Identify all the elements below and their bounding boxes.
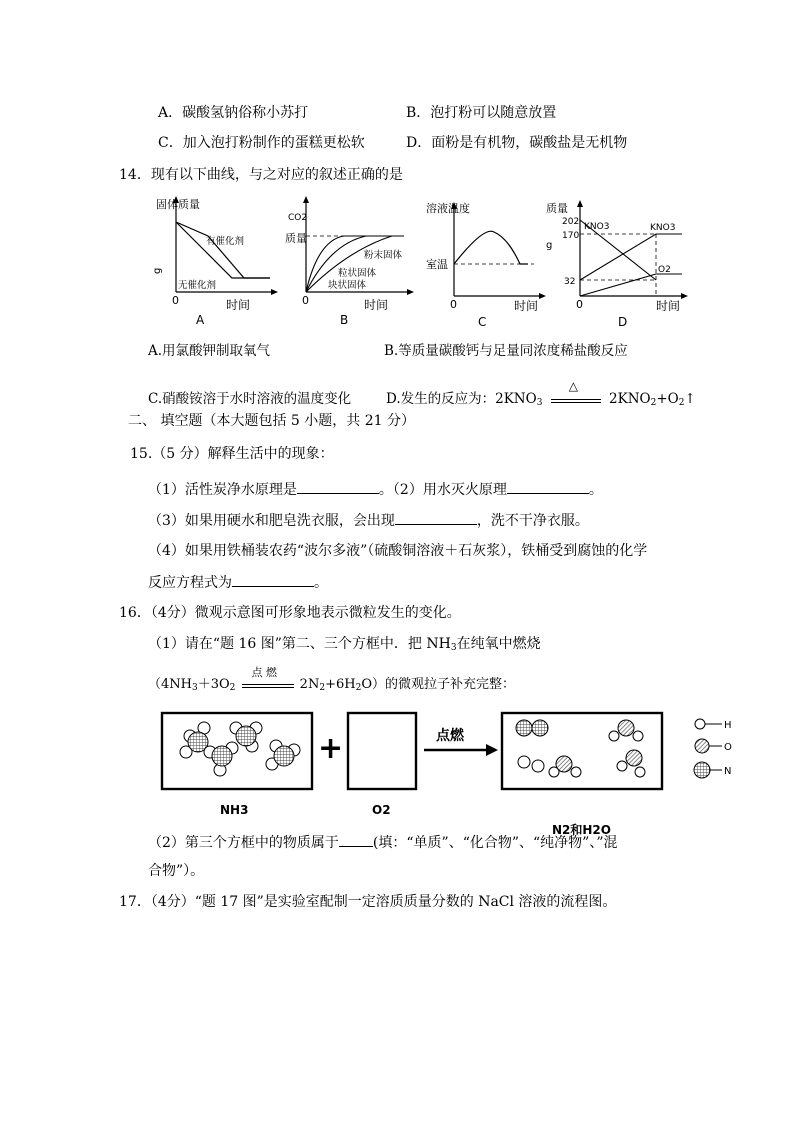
box-o2 <box>348 713 416 789</box>
label-granular: 粒状固体 <box>338 268 377 279</box>
answer-blank <box>507 479 589 494</box>
origin: 0 <box>576 298 583 311</box>
section-title: 二、 填空题（本大题包括 5 小题，共 21 分） <box>128 413 415 429</box>
label-kno3-b: KNO3 <box>650 223 676 233</box>
answer-blank <box>297 479 379 494</box>
plus-sign: + <box>318 731 344 766</box>
label-nh3: NH3 <box>220 803 249 817</box>
xlabel: 时间 <box>656 299 681 313</box>
q14-option-a: A.用氯酸钾制取氧气 <box>148 343 271 359</box>
q16-equation: （$4NH_3+3O_2$ 点 燃 $2N_2+6H_2O$）的微观拉子补充完整： <box>148 666 515 693</box>
q14-stem: 14．现有以下曲线，与之对应的叙述正确的是 <box>119 167 403 183</box>
tick-170: 170 <box>562 231 580 241</box>
legend-h <box>695 719 732 731</box>
y-unit: g <box>546 240 553 251</box>
svg-text:N: N <box>724 766 732 777</box>
ref-label: 室温 <box>426 258 448 271</box>
o2-increase <box>580 274 682 296</box>
xlabel: 时间 <box>364 298 389 312</box>
q15-part3: （3）如果用硬水和肥皂洗衣服，会出现 ，洗不干净衣服。 <box>148 510 589 530</box>
y-unit: g <box>152 267 163 274</box>
svg-text:H: H <box>724 720 732 731</box>
q16-part1: （1）请在“题 16 图”第二、三个方框中．把 $NH_3$在纯氧中燃烧 <box>148 636 541 653</box>
q16-part2-line2: 合物”）。 <box>148 863 205 879</box>
legend-o <box>695 739 732 753</box>
label-o2: O2 <box>658 265 671 275</box>
origin: 0 <box>450 298 457 311</box>
tick-32: 32 <box>564 277 576 287</box>
q14-chart-c <box>424 198 548 334</box>
q14-chart-a <box>148 192 280 332</box>
origin: 0 <box>302 294 309 307</box>
label-ignite: 点燃 <box>436 728 464 744</box>
label-products: N2和H2O <box>552 823 611 837</box>
curve-catalyst <box>176 222 270 278</box>
ylabel: 质量 <box>546 202 568 215</box>
ylabel-1: 固体质量 <box>156 198 200 211</box>
q15-part1: （1）活性炭净水原理是 。（2）用水灭火原理 。 <box>148 479 603 499</box>
label-kno3: KNO3 <box>584 222 610 232</box>
q15-part4-line2: 反应方程式为 。 <box>148 572 328 592</box>
answer-blank <box>339 832 373 847</box>
label-block: 块状固体 <box>328 280 367 291</box>
ylabel: 质量 <box>285 232 307 245</box>
y-var: CO2 <box>288 213 308 223</box>
q13-option-d: D．面粉是有机物，碳酸盐是无机物 <box>406 135 628 151</box>
ylabel: 溶液温度 <box>426 202 470 215</box>
q16-molecule-diagram <box>160 706 740 838</box>
legend-n <box>694 762 731 778</box>
svg-text:O: O <box>724 742 732 753</box>
label-o2: O2 <box>372 803 391 817</box>
q15-stem: 15.（5 分）解释生活中的现象： <box>130 446 334 462</box>
label-no-catalyst: 无催化剂 <box>178 280 217 291</box>
q13-option-a: A．碳酸氢钠俗称小苏打 <box>158 105 309 121</box>
q14-chart-d <box>544 196 692 332</box>
chart-letter: C <box>478 315 487 329</box>
q13-option-c: C．加入泡打粉制作的蛋糕更松软 <box>158 135 365 151</box>
chart-letter: A <box>196 313 205 327</box>
temp-curve <box>454 231 528 264</box>
label-catalyst: 有催化剂 <box>206 236 245 247</box>
q14-option-b: B.等质量碳酸钙与足量同浓度稀盐酸反应 <box>384 343 628 359</box>
answer-blank <box>232 572 314 587</box>
xlabel: 时间 <box>514 299 539 313</box>
xlabel: 时间 <box>226 298 251 312</box>
chart-letter: B <box>340 313 349 327</box>
q14-option-d: D.发生的反应为：$2KNO_3$ △ $2KNO_2+O_2↑$ <box>386 379 696 408</box>
q14-chart-b <box>284 192 416 332</box>
q17-stem: 17．（4分）“题 17 图”是实验室配制一定溶质质量分数的 NaCl 溶液的流程图。 <box>119 894 617 910</box>
origin: 0 <box>172 294 179 307</box>
q14-option-c: C.硝酸铵溶于水时溶液的温度变化 <box>148 391 352 407</box>
answer-blank <box>395 510 477 525</box>
tick-202: 202 <box>562 217 580 227</box>
q16-part2: （2）第三个方框中的物质属于 (填：“单质”、“化合物”、“纯净物”、”混 <box>148 832 617 852</box>
q15-part4: （4）如果用铁桶装农药“波尔多液”（硫酸铜溶液＋石灰浆），铁桶受到腐蚀的化学 <box>148 543 648 559</box>
q16-stem: 16．（4分）微观示意图可形象地表示微粒发生的变化。 <box>119 605 461 621</box>
label-powder: 粉末固体 <box>364 250 403 261</box>
q13-option-b: B．泡打粉可以随意放置 <box>406 105 557 121</box>
chart-letter: D <box>618 315 628 329</box>
